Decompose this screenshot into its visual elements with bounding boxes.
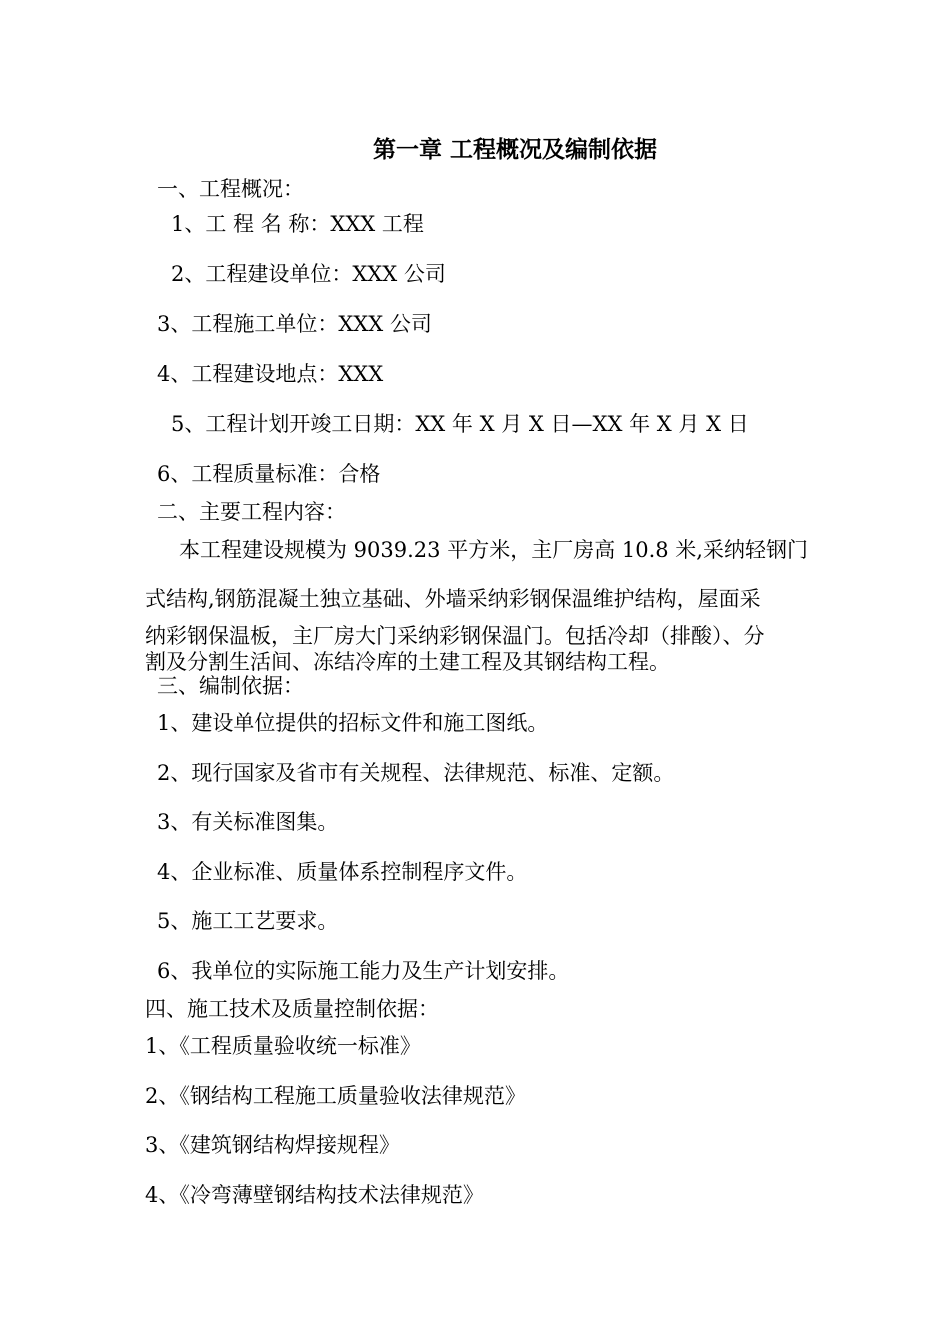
section1-item-3: 3、工程施工单位：XXX 公司 — [157, 312, 432, 336]
section2-heading: 二、主要工程内容： — [157, 500, 346, 524]
section3-item-5: 5、施工工艺要求。 — [157, 909, 339, 933]
chapter-title: 第一章 工程概况及编制依据 — [373, 136, 658, 163]
section1-item-6: 6、工程质量标准：合格 — [157, 462, 381, 486]
section3-heading: 三、编制依据： — [157, 674, 304, 698]
section2-line-2: 式结构,钢筋混凝土独立基础、外墙采纳彩钢保温维护结构，屋面采 — [145, 587, 761, 611]
section3-item-2: 2、现行国家及省市有关规程、法律规范、标准、定额。 — [157, 761, 675, 785]
section4-item-3: 3、《建筑钢结构焊接规程》 — [145, 1133, 400, 1157]
section2-line-1: 本工程建设规模为 9039.23 平方米，主厂房高 10.8 米,采纳轻钢门 — [179, 538, 808, 562]
section2-line-4: 割及分割生活间、冻结冷库的土建工程及其钢结构工程。 — [145, 650, 670, 674]
section3-item-3: 3、有关标准图集。 — [157, 810, 339, 834]
section4-item-2: 2、《钢结构工程施工质量验收法律规范》 — [145, 1084, 526, 1108]
section1-item-2: 2、工程建设单位：XXX 公司 — [171, 262, 446, 286]
section1-heading: 一、工程概况： — [157, 177, 304, 201]
section1-item-1: 1、工 程 名 称：XXX 工程 — [171, 212, 424, 236]
section1-item-5: 5、工程计划开竣工日期：XX 年 X 月 X 日—XX 年 X 月 X 日 — [171, 412, 749, 436]
section2-line-3: 纳彩钢保温板，主厂房大门采纳彩钢保温门。包括冷却（排酸）、分 — [145, 624, 765, 648]
section4-heading: 四、施工技术及质量控制依据： — [145, 997, 439, 1021]
section3-item-4: 4、企业标准、质量体系控制程序文件。 — [157, 860, 528, 884]
section3-item-6: 6、我单位的实际施工能力及生产计划安排。 — [157, 959, 570, 983]
section4-item-4: 4、《冷弯薄壁钢结构技术法律规范》 — [145, 1183, 484, 1207]
section3-item-1: 1、建设单位提供的招标文件和施工图纸。 — [157, 711, 549, 735]
section4-item-1: 1、《工程质量验收统一标准》 — [145, 1034, 421, 1058]
section1-item-4: 4、工程建设地点：XXX — [157, 362, 384, 386]
